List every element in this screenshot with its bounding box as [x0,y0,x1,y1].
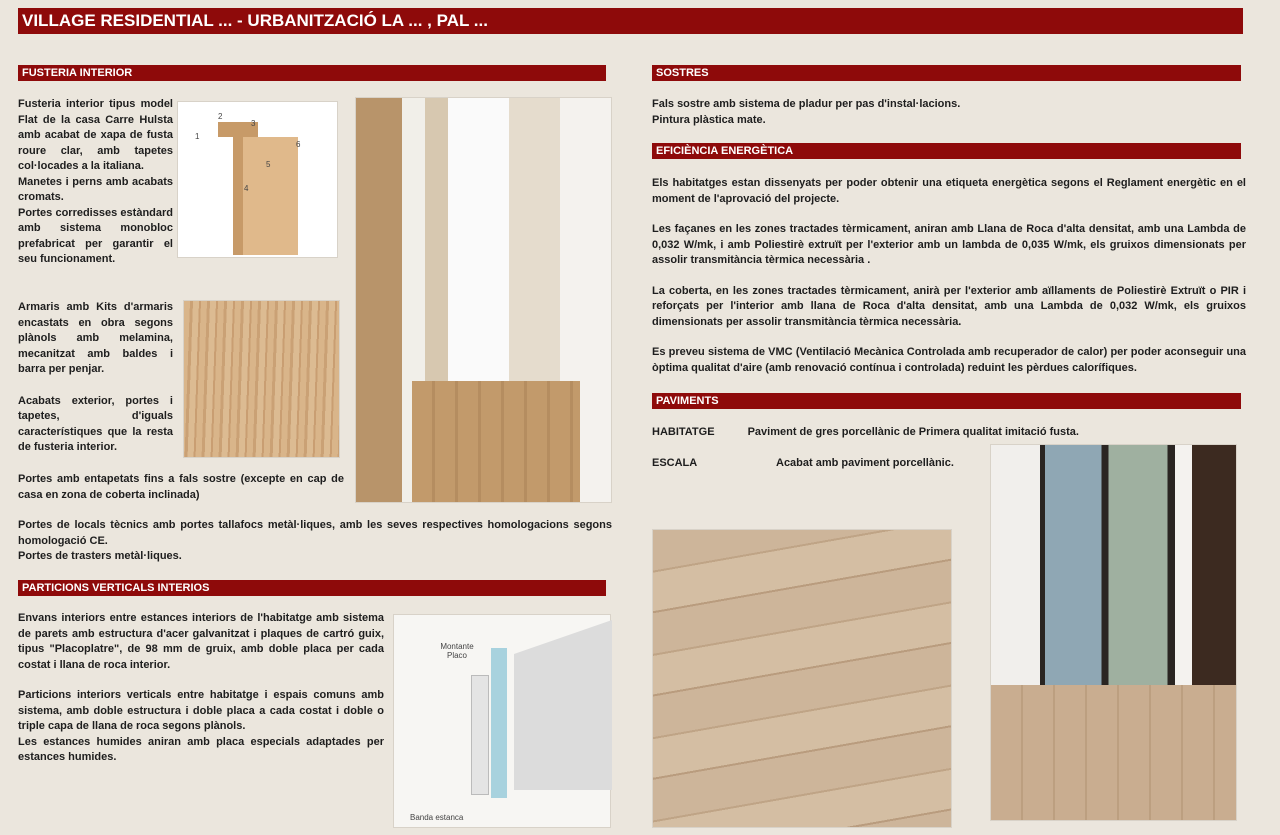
door-diagram-image [177,101,338,258]
paviment-escala [652,456,982,472]
paragraph: Armaris amb Kits d'armaris encastats en obra segons plànols amb melamina, mecanitzat amb baldes i barra per penjar. [18,301,173,375]
hallway-photo [355,97,612,503]
value: Paviment de gres porcellànic de Primera qualitat imitació fusta. [747,426,1079,438]
paviment-habitatge [652,425,1252,441]
section-header-particions: PARTICIONS VERTICALS INTERIOS [18,580,606,596]
paragraph: Les estances humides aniran amb placa especials adaptades per estances humides. [18,735,384,763]
paragraph: Els habitatges estan dissenyats per poder obtenir una etiqueta energètica segons el Reglament energètic en el moment de l'aprovació del projecte. [652,177,1246,205]
sostres-text [652,97,1242,128]
floor-photo [652,529,952,828]
room-window-photo [990,444,1237,821]
fusteria-text-3 [18,518,612,565]
paragraph: Fusteria interior tipus model Flat de la casa Carre Hulsta amb acabat de xapa de fusta roure clar, amb tapetes col·locades a la italiana. [18,98,173,172]
section-header-fusteria: FUSTERIA INTERIOR [18,65,606,81]
door-label: 5 [266,160,271,169]
diagram-label-montante: Montante Placo [440,642,474,660]
paragraph: Portes de trasters metàl·liques. [18,550,182,562]
wood-texture-image [183,300,340,458]
paragraph: Fals sostre amb sistema de pladur per pas d'instal·lacions. [652,98,961,110]
section-header-sostres: SOSTRES [652,65,1241,81]
diagram-label-banda: Banda estanca [410,813,464,822]
label: ESCALA [652,457,698,469]
section-header-paviments: PAVIMENTS [652,393,1241,409]
door-label: 3 [251,119,256,128]
paragraph: Envans interiors entre estances interiors de l'habitatge amb sistema de parets amb estructura d'acer galvanitzat i plaques de cartró guix, tipus "Placoplatre", de 98 mm de gruix, amb doble placa per cada costat i llana de roca interior. [18,612,384,671]
value: Acabat amb paviment porcellànic. [776,457,954,469]
paragraph: Portes de locals tècnics amb portes tallafocs metàl·liques, amb les seves respectives homologacions segons homologació CE. [18,519,612,547]
eficiencia-text [652,176,1246,391]
paragraph: Portes amb entapetats fins a fals sostre (excepte en cap de casa en zona de coberta inclinada) [18,473,344,501]
paragraph: Les façanes en les zones tractades tèrmicament, aniran amb Llana de Roca d'alta densitat, amb una Lambda de 0,032 W/mk, i amb Poliestirè extruït per l'exterior amb un lambda de 0,035 W/mk, els gruixos dimensionats per assolir transmitància tèrmica necessària . [652,223,1246,266]
fusteria-text-1 [18,97,173,268]
particions-text [18,611,384,766]
paragraph: Manetes i perns amb acabats cromats. [18,175,173,203]
page-title: VILLAGE RESIDENTIAL ... - URBANITZACIÓ LA ... , PAL ... [18,8,1243,34]
section-header-eficiencia: EFICIÈNCIA ENERGÈTICA [652,143,1241,159]
door-label: 2 [218,112,223,121]
door-label: 6 [296,140,301,149]
partition-diagram-image [393,614,611,828]
door-label: 1 [195,132,200,141]
paragraph: Pintura plàstica mate. [652,113,766,126]
label: HABITATGE [652,426,715,438]
paragraph: Es preveu sistema de VMC (Ventilació Mecànica Controlada amb recuperador de calor) per poder aconseguir una òptima qualitat d'aire (amb renovació contínua i controlada) reduint les pèrdues calorífiques. [652,346,1246,374]
door-label: 4 [244,184,249,193]
paragraph: Particions interiors verticals entre habitatge i espais comuns amb sistema, amb doble estructura i doble placa a cada costat i doble o triple capa de llana de roca segons plànols. [18,689,384,732]
paragraph: Portes corredisses estàndard amb sistema monobloc prefabricat per garantir el seu funcionament. [18,206,173,265]
fusteria-text-2 [18,300,173,456]
paragraph: La coberta, en les zones tractades tèrmicament, anirà per l'exterior amb aïllaments de Poliestirè Extruït o PIR i reforçats per l'interior amb llana de Roca d'alta densitat, amb una Lambda de 0,032 W/mk, els gruixos dimensionats per assolir transmitància tèrmica necessària. [652,284,1246,328]
paragraph: Acabats exterior, portes i tapetes, d'iguals característiques que la resta de fusteria interior. [18,394,173,453]
